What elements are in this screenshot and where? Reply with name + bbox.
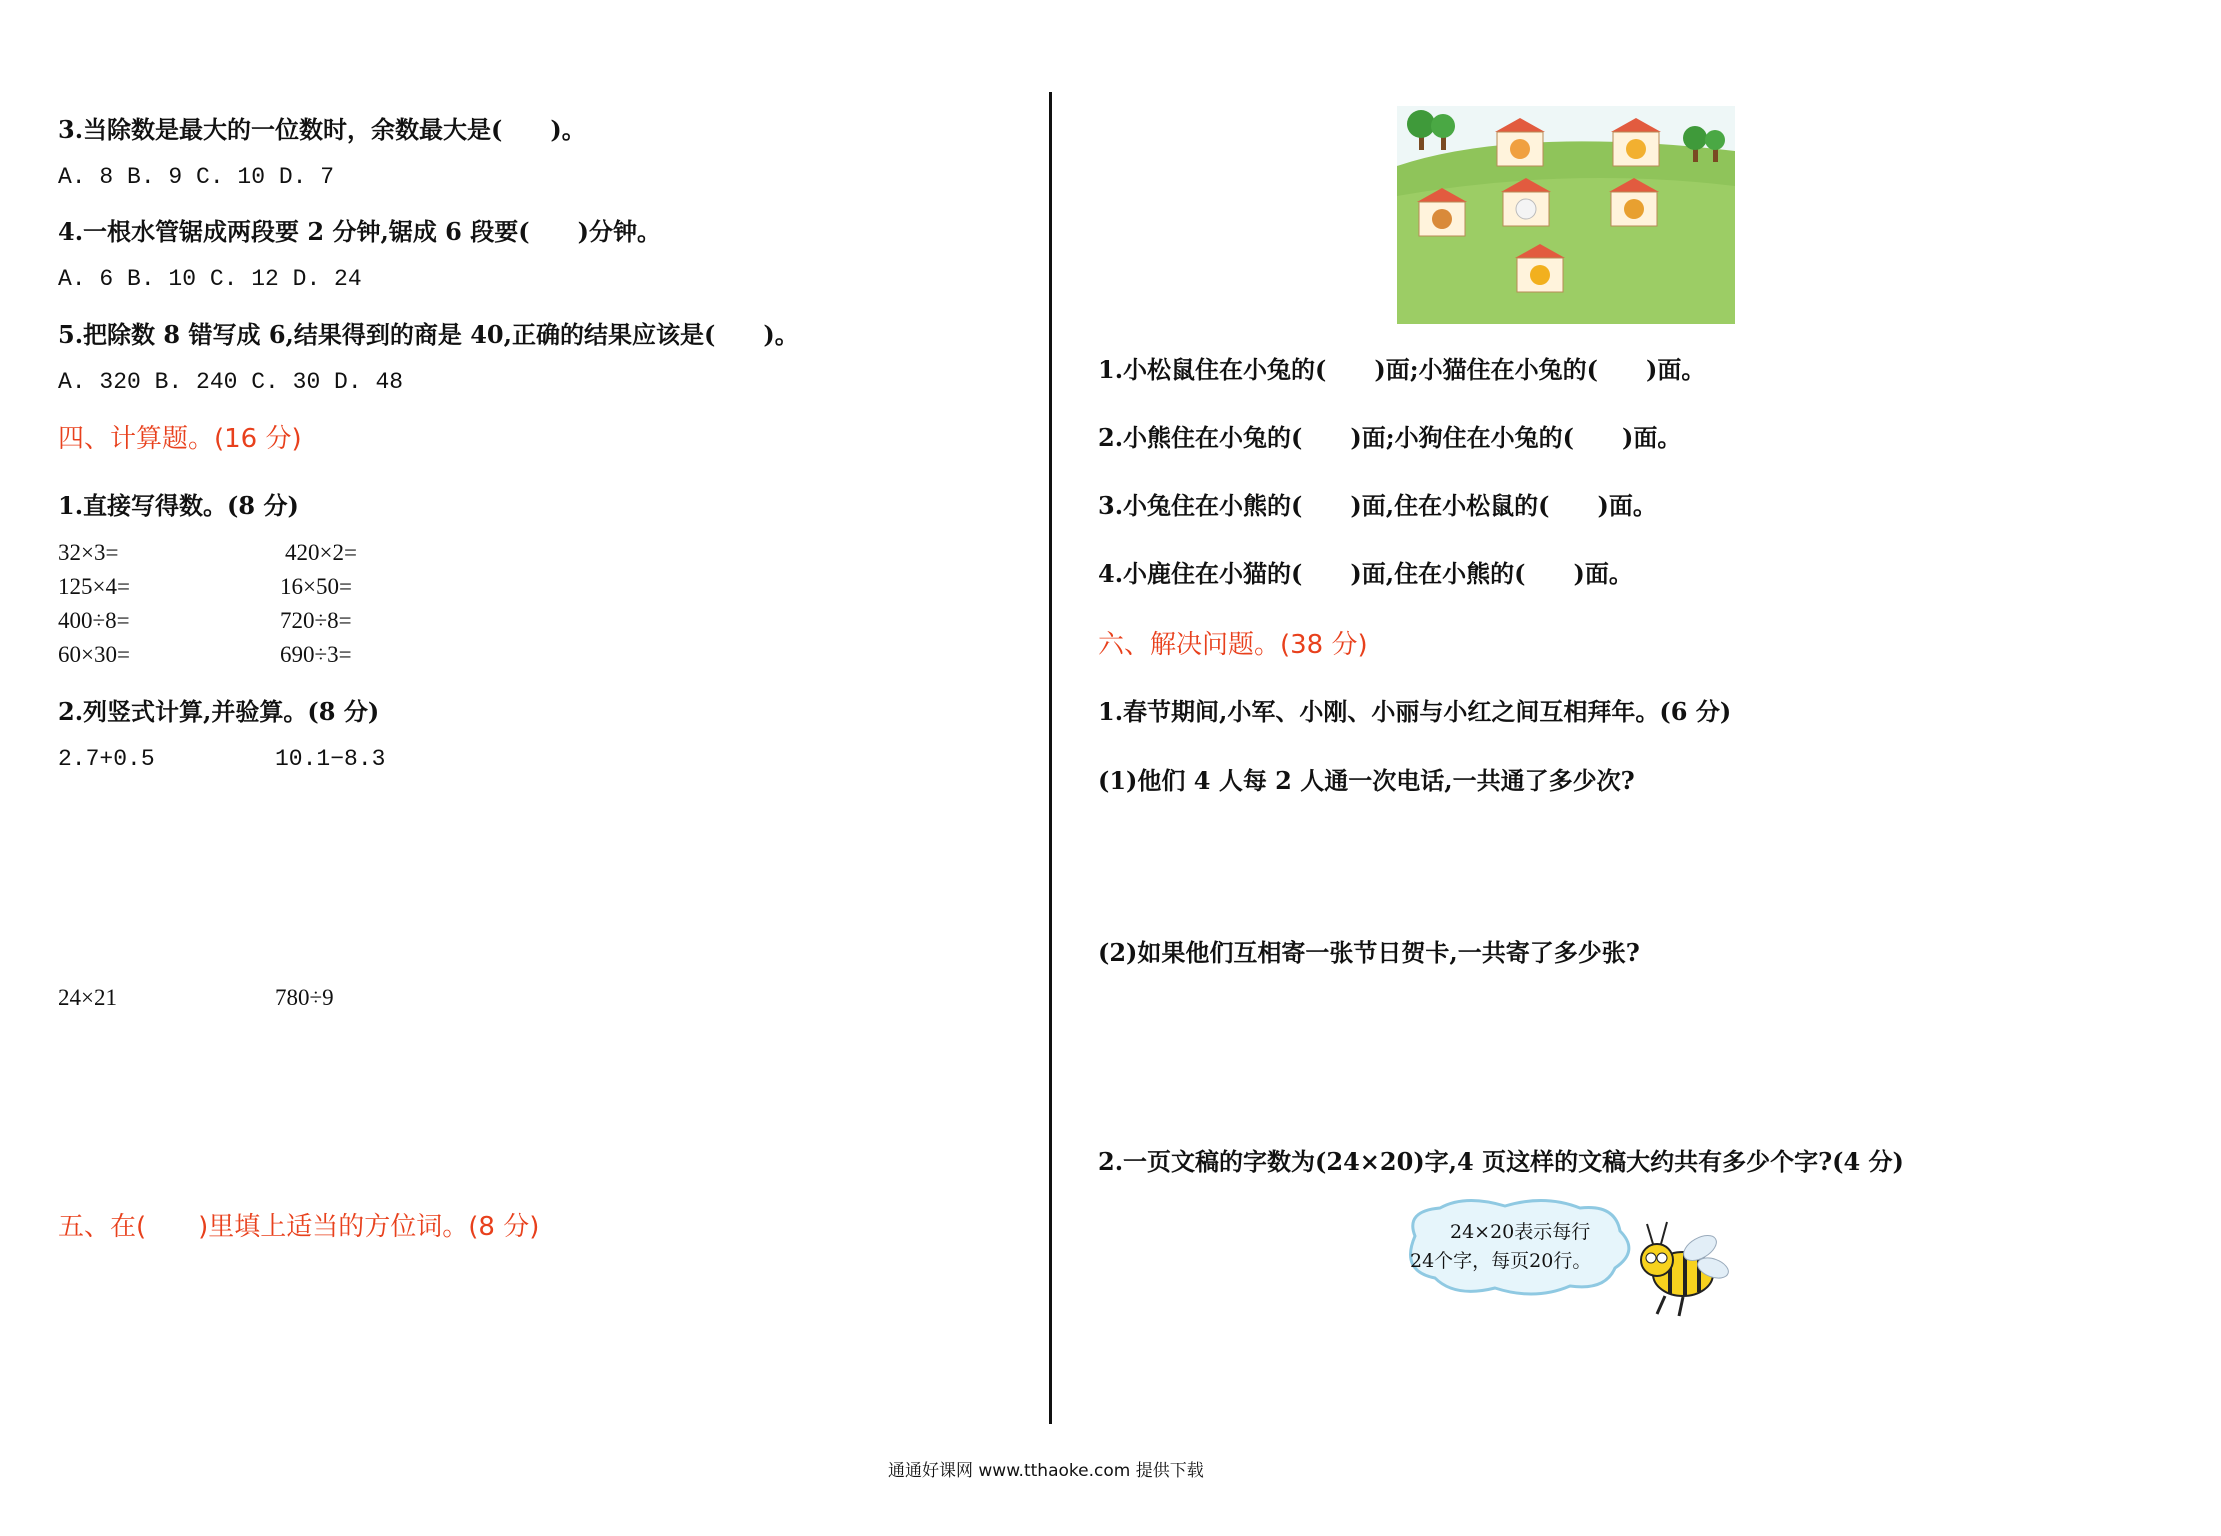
question-5-options: A. 320 B. 240 C. 30 D. 48 [58,369,404,395]
position-question-4: 4.小鹿住在小猫的( )面,住在小熊的( )面。 [1098,559,1633,588]
bubble-text-line-1: 24×20表示每行 [1450,1221,1591,1243]
vertical-calc-item: 24×21 [58,985,117,1010]
question-4-options: A. 6 B. 10 C. 12 D. 24 [58,266,362,292]
bubble-text-line-2: 24个字，每页20行。 [1410,1250,1592,1272]
problem-1: 1.春节期间,小军、小刚、小丽与小红之间互相拜年。(6 分) [1098,697,1732,726]
question-5: 5.把除数 8 错写成 6,结果得到的商是 40,正确的结果应该是( )。 [58,320,799,349]
calc-item: 32×3= [58,540,119,565]
column-divider [1049,92,1052,1424]
subsection-2-title: 2.列竖式计算,并验算。(8 分) [58,697,380,726]
position-question-1: 1.小松鼠住在小兔的( )面;小猫住在小兔的( )面。 [1098,355,1706,384]
question-3-options: A. 8 B. 9 C. 10 D. 7 [58,164,335,190]
subsection-1-title: 1.直接写得数。(8 分) [58,491,299,520]
problem-1-part-1: (1)他们 4 人每 2 人通一次电话,一共通了多少次? [1098,766,1635,795]
animal-houses-illustration [1397,106,1735,324]
problem-1-part-2: (2)如果他们互相寄一张节日贺卡,一共寄了多少张? [1098,938,1640,967]
question-3: 3.当除数是最大的一位数时，余数最大是( )。 [58,115,586,144]
section-4-heading: 四、计算题。(16 分) [58,424,302,454]
position-question-2: 2.小熊住在小兔的( )面;小狗住在小兔的( )面。 [1098,423,1682,452]
calc-item: 125×4= [58,574,130,599]
question-4: 4.一根水管锯成两段要 2 分钟,锯成 6 段要( )分钟。 [58,217,661,246]
calc-item: 690÷3= [280,642,352,667]
calc-item: 16×50= [280,574,352,599]
problem-2: 2.一页文稿的字数为(24×20)字,4 页这样的文稿大约共有多少个字?(4 分) [1098,1147,1904,1176]
vertical-calc-item: 780÷9 [275,985,334,1010]
section-5-heading: 五、在( )里填上适当的方位词。(8 分) [58,1212,540,1242]
vertical-calc-item: 2.7+0.5 [58,746,155,772]
page-footer: 通通好课网 www.tthaoke.com 提供下载 [888,1461,1204,1481]
vertical-calc-item: 10.1−8.3 [275,746,386,772]
position-question-3: 3.小兔住在小熊的( )面,住在小松鼠的( )面。 [1098,491,1657,520]
calc-item: 420×2= [285,540,357,565]
section-6-heading: 六、解决问题。(38 分) [1098,630,1368,660]
calc-item: 60×30= [58,642,130,667]
calc-item: 720÷8= [280,608,352,633]
calc-item: 400÷8= [58,608,130,633]
